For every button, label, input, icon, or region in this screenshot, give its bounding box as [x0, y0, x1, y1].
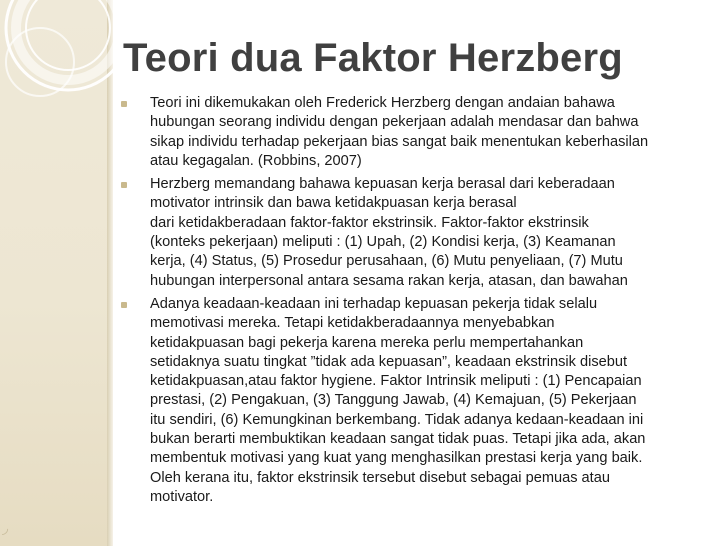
bullet-text-line: Herzberg memandang bahawa kepuasan kerja berasal dari keberadaan — [150, 176, 615, 193]
bullet-text-line: motivator intrinsik dan bawa ketidakpuasan kerja berasal — [150, 195, 517, 212]
bullet-text — [150, 295, 706, 507]
bullet-item — [121, 175, 706, 291]
bullet-text-line: itu sendiri, (6) Kemungkinan berkembang. Tidak adanya kedaan-keadaan ini — [150, 411, 644, 428]
bullet-text-line: Teori ini dikemukakan oleh Frederick Herzberg dengan andaian bahawa — [150, 95, 615, 111]
bullet-item — [121, 295, 706, 507]
bullet-text-line: ketidakpuasan bagi pekerja karena mereka perlu mempertahankan — [150, 334, 584, 351]
slide-title: Teori dua Faktor Herzberg — [123, 36, 623, 80]
bullet-item — [121, 94, 706, 171]
decorative-circles-graphic — [0, 0, 130, 140]
bullet-list — [121, 94, 706, 511]
bullet-text-line: prestasi, (2) Pengakuan, (3) Tanggung Jawab, (4) Kemajuan, (5) Pekerjaan — [150, 392, 637, 409]
bullet-text-line: (konteks pekerjaan) meliputi : (1) Upah, (2) Kondisi kerja, (3) Keamanan — [150, 234, 616, 251]
bullet-text-line: setidaknya suatu tingkat ”tidak ada kepuasan”, keadaan ekstrinsik disebut — [150, 353, 628, 370]
bullet-text-line: motivator. — [150, 488, 214, 505]
bullet-text-line: bukan berarti membuktikan keadaan sangat tidak puas. Tetapi jika ada, akan — [150, 431, 646, 448]
bullet-text-line: hubungan seorang individu dengan pekerjaan adalah mendasar dan bahwa — [150, 114, 639, 131]
bullet-marker-icon — [121, 101, 127, 107]
bullet-text — [150, 175, 706, 291]
bullet-text-line: Adanya keadaan-keadaan ini terhadap kepuasan pekerja tidak selalu — [150, 295, 598, 312]
bullet-text-line: membentuk motivasi yang kuat yang menghasilkan prestasi kerja yang baik. — [150, 450, 643, 467]
bullet-text-line: ketidakpuasan,atau faktor hygiene. Faktor Intrinsik meliputi : (1) Pencapaian — [150, 373, 642, 390]
bullet-text — [150, 94, 706, 171]
bullet-marker-icon — [121, 182, 127, 188]
bullet-text-line: hubungan interpersonal antara sesama rakan kerja, atasan, dan bawahan — [150, 272, 628, 289]
bullet-text-line: kerja, (4) Status, (5) Prosedur perusahaan, (6) Mutu penyeliaan, (7) Mutu — [150, 253, 623, 270]
corner-ornament-icon: ◞ — [2, 518, 9, 537]
bullet-marker-icon — [121, 302, 127, 308]
bullet-text-line: Oleh kerana itu, faktor ekstrinsik tersebut disebut sebagai pemuas atau — [150, 469, 610, 486]
decorative-circle-ring — [16, 0, 120, 80]
bullet-text-line: atau kegagalan. (Robbins, 2007) — [150, 152, 362, 169]
decorative-circle-inner — [26, 0, 110, 70]
bullet-text-line: memotivasi mereka. Tetapi ketidakberadaannya menyebabkan — [150, 315, 555, 332]
bullet-text-line: dari ketidakberadaan faktor-faktor ekstrinsik. Faktor-faktor ekstrinsik — [150, 214, 589, 231]
bullet-text-line: sikap individu terhadap pekerjaan bias sangat baik menentukan keberhasilan — [150, 133, 649, 150]
